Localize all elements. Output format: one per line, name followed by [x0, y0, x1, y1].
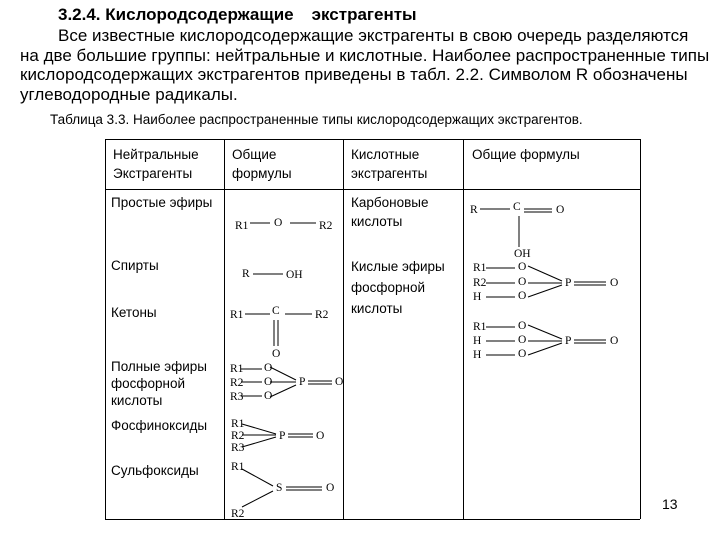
phosphate-o4: O: [335, 376, 344, 388]
phosphate-o1: O: [264, 362, 273, 374]
neutral-phosphate-esters: Полные эфиры фосфорной кислоты: [111, 359, 207, 408]
phosphine-p: P: [279, 430, 286, 442]
acid-ester1-h: H: [473, 291, 482, 303]
table-caption: Таблица 3.3. Наиболее распространенные типы кислородсодержащих экстрагентов.: [50, 112, 583, 127]
ketone-r2: R2: [315, 309, 329, 321]
phosphate-o2: O: [264, 376, 273, 388]
header-formulas-1: Общие формулы: [232, 147, 292, 181]
phosphate-r2: R2: [230, 377, 244, 389]
neutral-ethers: Простые эфиры: [111, 195, 213, 210]
acid-ester2-o4: O: [610, 335, 619, 347]
acid-ester1-p: P: [565, 277, 572, 289]
phosphine-r3: R3: [231, 442, 245, 454]
section-title-part2: экстрагенты: [311, 5, 417, 24]
acid-ester2-r1: R1: [473, 321, 487, 333]
neutral-ketones: Кетоны: [111, 305, 157, 320]
acid-ester2-o2: O: [518, 334, 527, 346]
carboxylic-o: O: [556, 204, 565, 216]
page-number: 13: [662, 496, 678, 512]
acid-ester1-o4: O: [610, 277, 619, 289]
acid-ester1-o2: O: [518, 276, 527, 288]
header-formulas-2: Общие формулы: [472, 147, 580, 162]
acid-ester1-o3: O: [518, 290, 527, 302]
phosphine-r1: R1: [231, 418, 245, 430]
phosphine-r2: R2: [231, 430, 245, 442]
carboxylic-oh: OH: [514, 248, 531, 260]
ether-r1: R1: [235, 220, 249, 232]
carboxylic-c: C: [513, 201, 521, 213]
alcohol-oh: OH: [286, 269, 303, 281]
sulfoxide-o: O: [326, 482, 335, 494]
section-title-part1: Кислородсодержащие: [105, 5, 294, 24]
phosphate-r1: R1: [230, 363, 244, 375]
phosphine-o: O: [316, 430, 325, 442]
acid-ester2-o3: O: [518, 348, 527, 360]
acid-ester2-p: P: [565, 335, 572, 347]
paragraph-text: Все известные кислородсодержащие экстрагенты в свою очередь разделяются на две большие группы: нейтральные и кислотные. Наиболее распространенные типы кислородсодержащих экстрагентов приведены в табл. 2.2. Символом R обозначены углеводородные радикалы.: [20, 26, 710, 104]
phosphate-o3: O: [264, 390, 273, 402]
acid-ester1-o1: O: [518, 261, 527, 273]
carboxylic-r: R: [470, 204, 478, 216]
phosphate-r3: R3: [230, 391, 244, 403]
acid-ester1-r2: R2: [473, 277, 487, 289]
acidic-phosphoric-esters: Кислые эфиры фосфорной кислоты: [351, 259, 445, 316]
sulfoxide-r1: R1: [231, 461, 245, 473]
header-acidic: Кислотные экстрагенты: [351, 147, 428, 181]
alcohol-r: R: [242, 268, 250, 280]
acid-ester2-h2: H: [473, 349, 482, 361]
sulfoxide-s: S: [276, 482, 283, 494]
acid-ester2-o1: O: [518, 320, 527, 332]
neutral-phosphine-oxides: Фосфиноксиды: [111, 418, 208, 433]
acid-ester1-r1: R1: [473, 262, 487, 274]
ketone-r1: R1: [230, 309, 244, 321]
header-neutral: Нейтральные Экстрагенты: [113, 147, 199, 181]
section-number: 3.2.4.: [58, 5, 101, 24]
phosphate-p: P: [299, 376, 306, 388]
acidic-carboxylic: Карбоновые кислоты: [351, 195, 429, 229]
neutral-sulfoxides: Сульфоксиды: [111, 463, 199, 478]
ketone-o: O: [272, 348, 281, 360]
ketone-c: C: [272, 305, 280, 317]
ether-r2: R2: [319, 220, 333, 232]
neutral-alcohols: Спирты: [111, 258, 159, 273]
sulfoxide-r2: R2: [231, 508, 245, 520]
acid-ester2-h1: H: [473, 335, 482, 347]
ether-o: O: [274, 217, 283, 229]
